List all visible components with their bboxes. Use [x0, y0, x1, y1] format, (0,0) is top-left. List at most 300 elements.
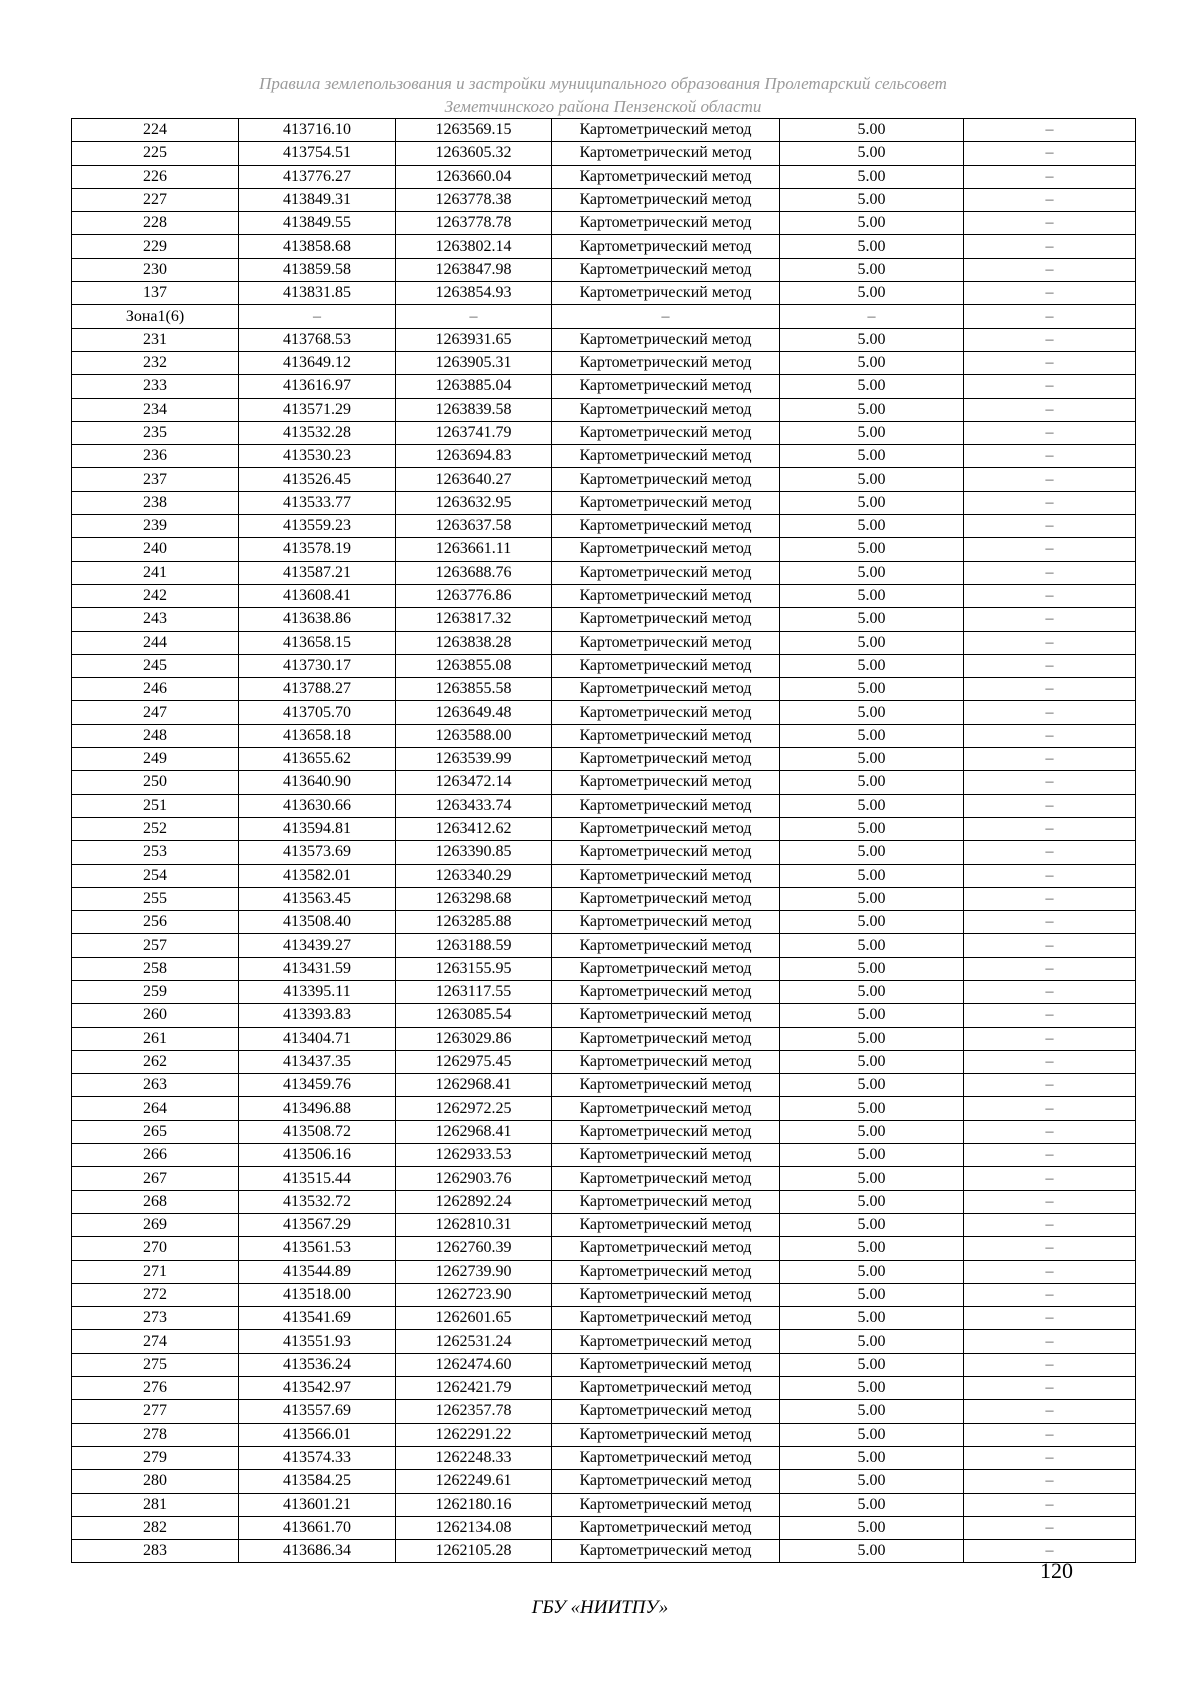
y-coordinate-cell: 1263412.62 [396, 817, 552, 840]
accuracy-cell: 5.00 [780, 1493, 964, 1516]
method-cell: Картометрический метод [552, 491, 780, 514]
table-row [72, 142, 1136, 165]
note-cell: – [964, 538, 1136, 561]
accuracy-cell: 5.00 [780, 771, 964, 794]
point-number-cell: 231 [72, 328, 239, 351]
accuracy-cell: 5.00 [780, 980, 964, 1003]
x-coordinate-cell: 413730.17 [239, 654, 396, 677]
table-row [72, 1050, 1136, 1073]
note-cell: – [964, 1423, 1136, 1446]
method-cell: Картометрический метод [552, 468, 780, 491]
y-coordinate-cell: 1263694.83 [396, 445, 552, 468]
note-cell: – [964, 980, 1136, 1003]
point-number-cell: 275 [72, 1353, 239, 1376]
method-cell: Картометрический метод [552, 584, 780, 607]
x-coordinate-cell: 413649.12 [239, 351, 396, 374]
method-cell: Картометрический метод [552, 1493, 780, 1516]
accuracy-cell: 5.00 [780, 654, 964, 677]
method-cell: Картометрический метод [552, 841, 780, 864]
point-number-cell: 283 [72, 1540, 239, 1563]
y-coordinate-cell: 1263931.65 [396, 328, 552, 351]
table-row [72, 771, 1136, 794]
y-coordinate-cell: 1263649.48 [396, 701, 552, 724]
accuracy-cell: 5.00 [780, 864, 964, 887]
accuracy-cell: 5.00 [780, 1353, 964, 1376]
method-cell: Картометрический метод [552, 1120, 780, 1143]
y-coordinate-cell: 1263741.79 [396, 421, 552, 444]
table-row [72, 1237, 1136, 1260]
accuracy-cell: 5.00 [780, 1120, 964, 1143]
note-cell: – [964, 724, 1136, 747]
header-line-1: Правила землепользования и застройки муниципального образования Пролетарский сельсовет [259, 74, 947, 93]
y-coordinate-cell: 1262975.45 [396, 1050, 552, 1073]
y-coordinate-cell: 1263117.55 [396, 980, 552, 1003]
point-number-cell: 265 [72, 1120, 239, 1143]
method-cell: Картометрический метод [552, 887, 780, 910]
method-cell: Картометрический метод [552, 351, 780, 374]
note-cell: – [964, 1050, 1136, 1073]
x-coordinate-cell: 413601.21 [239, 1493, 396, 1516]
x-coordinate-cell: 413686.34 [239, 1540, 396, 1563]
table-row [72, 1167, 1136, 1190]
note-cell: – [964, 515, 1136, 538]
accuracy-cell: 5.00 [780, 235, 964, 258]
table-row [72, 1330, 1136, 1353]
x-coordinate-cell: 413768.53 [239, 328, 396, 351]
table-row [72, 911, 1136, 934]
table-row [72, 445, 1136, 468]
x-coordinate-cell: 413788.27 [239, 678, 396, 701]
note-cell: – [964, 1097, 1136, 1120]
table-row [72, 538, 1136, 561]
x-coordinate-cell: 413831.85 [239, 282, 396, 305]
x-coordinate-cell: 413567.29 [239, 1213, 396, 1236]
table-row [72, 421, 1136, 444]
note-cell: – [964, 841, 1136, 864]
accuracy-cell: 5.00 [780, 1446, 964, 1469]
table-row [72, 1120, 1136, 1143]
table-row [72, 608, 1136, 631]
x-coordinate-cell: 413437.35 [239, 1050, 396, 1073]
note-cell: – [964, 1213, 1136, 1236]
method-cell: Картометрический метод [552, 212, 780, 235]
x-coordinate-cell: 413508.72 [239, 1120, 396, 1143]
method-cell: Картометрический метод [552, 1307, 780, 1330]
point-number-cell: 260 [72, 1004, 239, 1027]
note-cell: – [964, 119, 1136, 142]
x-coordinate-cell: 413566.01 [239, 1423, 396, 1446]
table-row [72, 631, 1136, 654]
method-cell: Картометрический метод [552, 1540, 780, 1563]
point-number-cell: 277 [72, 1400, 239, 1423]
table-row [72, 235, 1136, 258]
table-row [72, 654, 1136, 677]
note-cell: – [964, 911, 1136, 934]
method-cell: Картометрический метод [552, 445, 780, 468]
point-number-cell: 272 [72, 1283, 239, 1306]
y-coordinate-cell: 1262968.41 [396, 1074, 552, 1097]
note-cell: – [964, 701, 1136, 724]
point-number-cell: 246 [72, 678, 239, 701]
note-cell: – [964, 375, 1136, 398]
header-line-2: Земетчинского района Пензенской области [444, 97, 762, 116]
x-coordinate-cell: 413542.97 [239, 1377, 396, 1400]
method-cell: Картометрический метод [552, 165, 780, 188]
accuracy-cell: 5.00 [780, 515, 964, 538]
table-row [72, 561, 1136, 584]
y-coordinate-cell: 1263854.93 [396, 282, 552, 305]
table-row [72, 841, 1136, 864]
y-coordinate-cell: 1262810.31 [396, 1213, 552, 1236]
table-row [72, 515, 1136, 538]
x-coordinate-cell: 413661.70 [239, 1516, 396, 1539]
accuracy-cell: 5.00 [780, 1004, 964, 1027]
y-coordinate-cell: 1262531.24 [396, 1330, 552, 1353]
x-coordinate-cell: 413584.25 [239, 1470, 396, 1493]
table-row [72, 1516, 1136, 1539]
x-coordinate-cell: 413551.93 [239, 1330, 396, 1353]
x-coordinate-cell: 413859.58 [239, 258, 396, 281]
method-cell: Картометрический метод [552, 654, 780, 677]
y-coordinate-cell: 1263188.59 [396, 934, 552, 957]
table-row [72, 1353, 1136, 1376]
x-coordinate-cell: 413587.21 [239, 561, 396, 584]
point-number-cell: 280 [72, 1470, 239, 1493]
note-cell: – [964, 282, 1136, 305]
method-cell: Картометрический метод [552, 1004, 780, 1027]
y-coordinate-cell: 1262601.65 [396, 1307, 552, 1330]
x-coordinate-cell: 413515.44 [239, 1167, 396, 1190]
x-coordinate-cell: 413849.31 [239, 188, 396, 211]
y-coordinate-cell: 1263298.68 [396, 887, 552, 910]
table-row [72, 282, 1136, 305]
table-row [72, 1540, 1136, 1563]
point-number-cell: 226 [72, 165, 239, 188]
method-cell: Картометрический метод [552, 748, 780, 771]
accuracy-cell: 5.00 [780, 1260, 964, 1283]
accuracy-cell: 5.00 [780, 1400, 964, 1423]
y-coordinate-cell: 1262903.76 [396, 1167, 552, 1190]
method-cell: Картометрический метод [552, 678, 780, 701]
y-coordinate-cell: 1263390.85 [396, 841, 552, 864]
accuracy-cell: 5.00 [780, 375, 964, 398]
y-coordinate-cell: 1263817.32 [396, 608, 552, 631]
table-row [72, 794, 1136, 817]
note-cell: – [964, 398, 1136, 421]
y-coordinate-cell: 1263838.28 [396, 631, 552, 654]
page-number: 120 [1040, 1558, 1073, 1583]
accuracy-cell: 5.00 [780, 1307, 964, 1330]
accuracy-cell: 5.00 [780, 957, 964, 980]
point-number-cell: 245 [72, 654, 239, 677]
point-number-cell: 278 [72, 1423, 239, 1446]
x-coordinate-cell: 413638.86 [239, 608, 396, 631]
point-number-cell: 249 [72, 748, 239, 771]
method-cell: Картометрический метод [552, 142, 780, 165]
y-coordinate-cell: 1262134.08 [396, 1516, 552, 1539]
note-cell: – [964, 1377, 1136, 1400]
x-coordinate-cell: 413431.59 [239, 957, 396, 980]
note-cell: – [964, 468, 1136, 491]
x-coordinate-cell: 413557.69 [239, 1400, 396, 1423]
x-coordinate-cell: 413544.89 [239, 1260, 396, 1283]
y-coordinate-cell: 1262933.53 [396, 1144, 552, 1167]
table-row [72, 491, 1136, 514]
table-row [72, 351, 1136, 374]
table-row [72, 188, 1136, 211]
accuracy-cell: 5.00 [780, 119, 964, 142]
x-coordinate-cell: 413506.16 [239, 1144, 396, 1167]
note-cell: – [964, 957, 1136, 980]
note-cell: – [964, 864, 1136, 887]
accuracy-cell: 5.00 [780, 561, 964, 584]
x-coordinate-cell: 413459.76 [239, 1074, 396, 1097]
accuracy-cell: 5.00 [780, 398, 964, 421]
note-cell: – [964, 1190, 1136, 1213]
accuracy-cell: 5.00 [780, 212, 964, 235]
y-coordinate-cell: 1263472.14 [396, 771, 552, 794]
point-number-cell: 244 [72, 631, 239, 654]
x-coordinate-cell: 413776.27 [239, 165, 396, 188]
x-coordinate-cell: 413532.28 [239, 421, 396, 444]
table-row [72, 1213, 1136, 1236]
y-coordinate-cell: 1263640.27 [396, 468, 552, 491]
point-number-cell: 228 [72, 212, 239, 235]
method-cell: Картометрический метод [552, 1050, 780, 1073]
x-coordinate-cell: 413582.01 [239, 864, 396, 887]
y-coordinate-cell: 1263885.04 [396, 375, 552, 398]
y-coordinate-cell: 1262180.16 [396, 1493, 552, 1516]
point-number-cell: 253 [72, 841, 239, 864]
method-cell: Картометрический метод [552, 608, 780, 631]
y-coordinate-cell: 1263778.78 [396, 212, 552, 235]
table-row [72, 258, 1136, 281]
note-cell: – [964, 561, 1136, 584]
accuracy-cell: 5.00 [780, 1074, 964, 1097]
x-coordinate-cell: 413616.97 [239, 375, 396, 398]
accuracy-cell: 5.00 [780, 841, 964, 864]
x-coordinate-cell: 413655.62 [239, 748, 396, 771]
note-cell: – [964, 584, 1136, 607]
accuracy-cell: 5.00 [780, 817, 964, 840]
x-coordinate-cell: 413393.83 [239, 1004, 396, 1027]
accuracy-cell: 5.00 [780, 678, 964, 701]
accuracy-cell: 5.00 [780, 328, 964, 351]
accuracy-cell: 5.00 [780, 1190, 964, 1213]
note-cell: – [964, 188, 1136, 211]
method-cell: Картометрический метод [552, 1446, 780, 1469]
y-coordinate-cell: 1263855.08 [396, 654, 552, 677]
method-cell: Картометрический метод [552, 701, 780, 724]
method-cell: Картометрический метод [552, 1470, 780, 1493]
y-coordinate-cell: 1262291.22 [396, 1423, 552, 1446]
method-cell: Картометрический метод [552, 1516, 780, 1539]
accuracy-cell: 5.00 [780, 608, 964, 631]
point-number-cell: 248 [72, 724, 239, 747]
note-cell: – [964, 165, 1136, 188]
accuracy-cell: 5.00 [780, 1097, 964, 1120]
method-cell: Картометрический метод [552, 1097, 780, 1120]
method-cell: Картометрический метод [552, 1237, 780, 1260]
table-row [72, 980, 1136, 1003]
note-cell: – [964, 771, 1136, 794]
method-cell: Картометрический метод [552, 1423, 780, 1446]
method-cell: Картометрический метод [552, 957, 780, 980]
accuracy-cell: 5.00 [780, 1027, 964, 1050]
accuracy-cell: 5.00 [780, 188, 964, 211]
accuracy-cell: 5.00 [780, 1377, 964, 1400]
accuracy-cell: 5.00 [780, 165, 964, 188]
method-cell: Картометрический метод [552, 515, 780, 538]
y-coordinate-cell: 1262760.39 [396, 1237, 552, 1260]
y-coordinate-cell: 1263802.14 [396, 235, 552, 258]
y-coordinate-cell: – [396, 305, 552, 328]
accuracy-cell: 5.00 [780, 1540, 964, 1563]
method-cell: Картометрический метод [552, 375, 780, 398]
x-coordinate-cell: 413658.18 [239, 724, 396, 747]
note-cell: – [964, 817, 1136, 840]
point-number-cell: 282 [72, 1516, 239, 1539]
method-cell: Картометрический метод [552, 538, 780, 561]
point-number-cell: 240 [72, 538, 239, 561]
table-row [72, 701, 1136, 724]
note-cell: – [964, 421, 1136, 444]
method-cell: Картометрический метод [552, 282, 780, 305]
coordinates-table-body [72, 119, 1136, 1563]
point-number-cell: 261 [72, 1027, 239, 1050]
method-cell: Картометрический метод [552, 328, 780, 351]
point-number-cell: 264 [72, 1097, 239, 1120]
note-cell: – [964, 212, 1136, 235]
note-cell: – [964, 142, 1136, 165]
accuracy-cell: 5.00 [780, 887, 964, 910]
method-cell: Картометрический метод [552, 934, 780, 957]
table-row [72, 468, 1136, 491]
point-number-cell: 252 [72, 817, 239, 840]
point-number-cell: 256 [72, 911, 239, 934]
point-number-cell: 247 [72, 701, 239, 724]
method-cell: Картометрический метод [552, 1213, 780, 1236]
method-cell: Картометрический метод [552, 1260, 780, 1283]
point-number-cell: 229 [72, 235, 239, 258]
y-coordinate-cell: 1262972.25 [396, 1097, 552, 1120]
accuracy-cell: 5.00 [780, 491, 964, 514]
method-cell: Картометрический метод [552, 1074, 780, 1097]
x-coordinate-cell: 413640.90 [239, 771, 396, 794]
note-cell: – [964, 1330, 1136, 1353]
note-cell: – [964, 1027, 1136, 1050]
method-cell: Картометрический метод [552, 1283, 780, 1306]
note-cell: – [964, 1400, 1136, 1423]
y-coordinate-cell: 1262357.78 [396, 1400, 552, 1423]
table-row [72, 1097, 1136, 1120]
table-row [72, 119, 1136, 142]
x-coordinate-cell: 413533.77 [239, 491, 396, 514]
point-number-cell: 236 [72, 445, 239, 468]
accuracy-cell: 5.00 [780, 1144, 964, 1167]
note-cell: – [964, 351, 1136, 374]
note-cell: – [964, 328, 1136, 351]
table-row [72, 305, 1136, 328]
note-cell: – [964, 887, 1136, 910]
point-number-cell: 239 [72, 515, 239, 538]
method-cell: Картометрический метод [552, 1190, 780, 1213]
x-coordinate-cell: 413849.55 [239, 212, 396, 235]
y-coordinate-cell: 1262892.24 [396, 1190, 552, 1213]
point-number-cell: 276 [72, 1377, 239, 1400]
method-cell: Картометрический метод [552, 1167, 780, 1190]
x-coordinate-cell: 413561.53 [239, 1237, 396, 1260]
table-row [72, 1260, 1136, 1283]
method-cell: Картометрический метод [552, 1330, 780, 1353]
accuracy-cell: – [780, 305, 964, 328]
table-row [72, 1144, 1136, 1167]
x-coordinate-cell: 413530.23 [239, 445, 396, 468]
table-row [72, 398, 1136, 421]
x-coordinate-cell: 413526.45 [239, 468, 396, 491]
table-row [72, 934, 1136, 957]
x-coordinate-cell: – [239, 305, 396, 328]
x-coordinate-cell: 413705.70 [239, 701, 396, 724]
page-footer: ГБУ «НИИТПУ» [531, 1597, 669, 1618]
note-cell: – [964, 631, 1136, 654]
table-row [72, 1307, 1136, 1330]
point-number-cell: 273 [72, 1307, 239, 1330]
y-coordinate-cell: 1263776.86 [396, 584, 552, 607]
y-coordinate-cell: 1262968.41 [396, 1120, 552, 1143]
accuracy-cell: 5.00 [780, 1237, 964, 1260]
point-number-cell: 262 [72, 1050, 239, 1073]
table-row [72, 1377, 1136, 1400]
y-coordinate-cell: 1263637.58 [396, 515, 552, 538]
table-row [72, 1283, 1136, 1306]
note-cell: – [964, 491, 1136, 514]
point-number-cell: 224 [72, 119, 239, 142]
method-cell: Картометрический метод [552, 911, 780, 934]
note-cell: – [964, 1446, 1136, 1469]
y-coordinate-cell: 1262248.33 [396, 1446, 552, 1469]
table-row [72, 1074, 1136, 1097]
point-number-cell: 227 [72, 188, 239, 211]
x-coordinate-cell: 413573.69 [239, 841, 396, 864]
accuracy-cell: 5.00 [780, 1470, 964, 1493]
table-row [72, 1423, 1136, 1446]
point-number-cell: 238 [72, 491, 239, 514]
point-number-cell: 271 [72, 1260, 239, 1283]
note-cell: – [964, 258, 1136, 281]
method-cell: Картометрический метод [552, 561, 780, 584]
accuracy-cell: 5.00 [780, 258, 964, 281]
x-coordinate-cell: 413496.88 [239, 1097, 396, 1120]
point-number-cell: 274 [72, 1330, 239, 1353]
x-coordinate-cell: 413716.10 [239, 119, 396, 142]
note-cell: – [964, 1120, 1136, 1143]
note-cell: – [964, 654, 1136, 677]
x-coordinate-cell: 413858.68 [239, 235, 396, 258]
accuracy-cell: 5.00 [780, 631, 964, 654]
point-number-cell: 241 [72, 561, 239, 584]
accuracy-cell: 5.00 [780, 1423, 964, 1446]
method-cell: Картометрический метод [552, 817, 780, 840]
method-cell: Картометрический метод [552, 771, 780, 794]
table-row [72, 864, 1136, 887]
point-number-cell: 257 [72, 934, 239, 957]
note-cell: – [964, 305, 1136, 328]
table-row [72, 724, 1136, 747]
point-number-cell: 266 [72, 1144, 239, 1167]
y-coordinate-cell: 1263778.38 [396, 188, 552, 211]
method-cell: Картометрический метод [552, 724, 780, 747]
